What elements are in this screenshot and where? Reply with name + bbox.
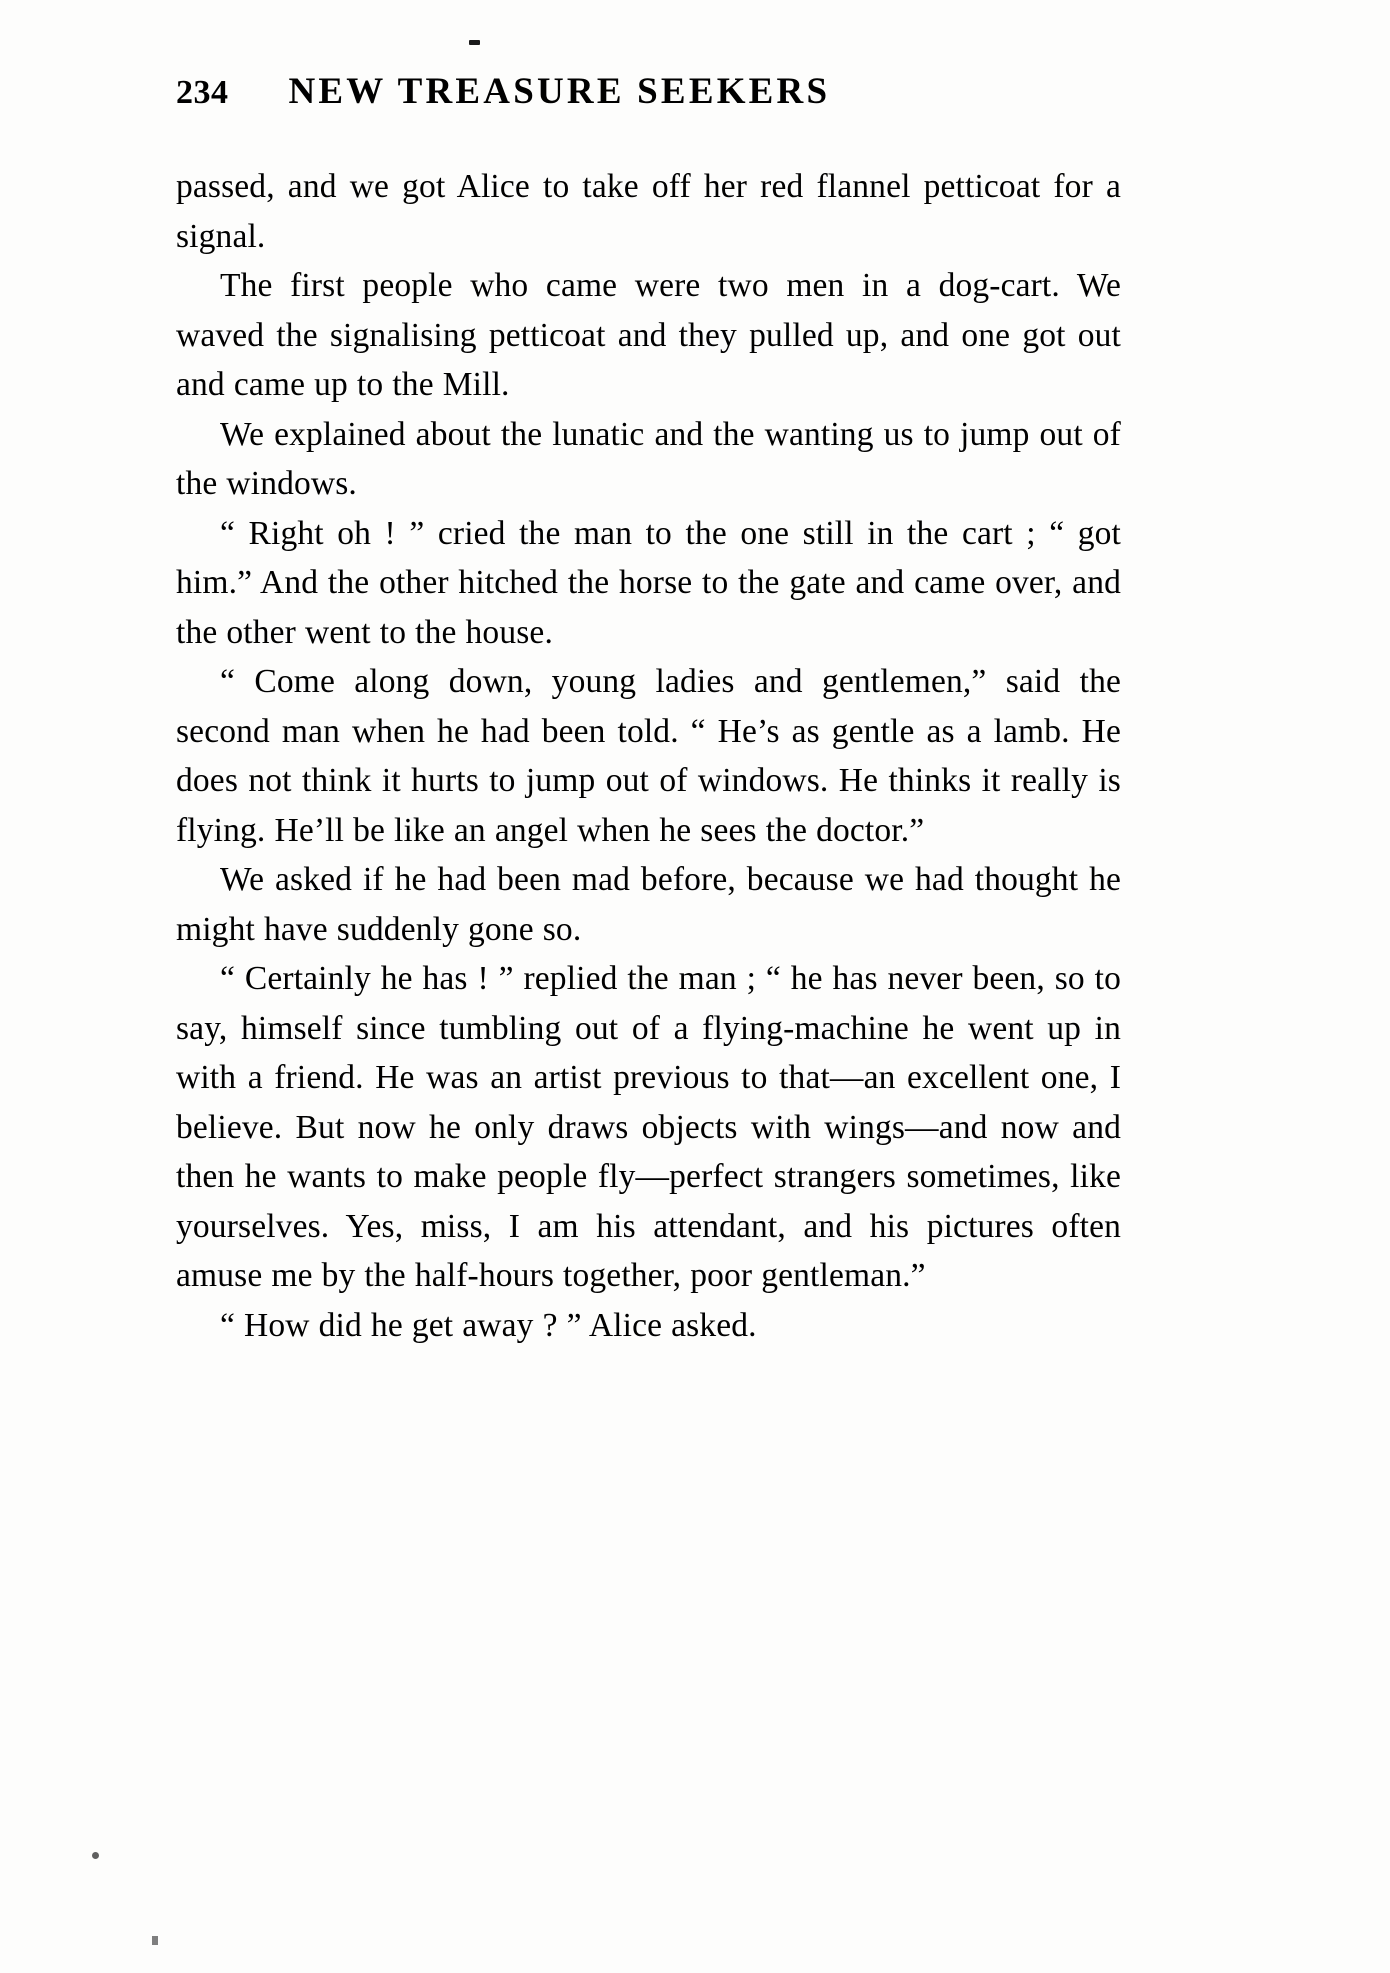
paragraph: We asked if he had been mad before, because we had thought he might have suddenly gone so. — [176, 861, 1121, 948]
running-title: NEW TREASURE SEEKERS — [288, 71, 831, 112]
paragraph: “ Certainly he has ! ” replied the man ; “ he has never been, so to say, himself since tumbling out of a flying-machine he went up in with a friend. He was an artist previous to that—an excellent one, I believe. But now he only draws objects with wings—and now and then he wants to make people fly—perfect strangers sometimes, like yourselves. Yes, miss, I am his attendant, and his pictures often amuse me by the half-hours together, poor gentleman.” — [176, 960, 1121, 1294]
page-artifact-speck-left-lower — [92, 1852, 99, 1859]
paragraph: passed, and we got Alice to take off her red flannel petticoat for a signal. — [176, 168, 1121, 255]
paragraph: “ Right oh ! ” cried the man to the one still in the cart ; “ got him.” And the other hitched the horse to the gate and came over, and the other went to the house. — [176, 514, 1121, 651]
page-header — [176, 70, 1216, 113]
page-artifact-speck-bottom — [152, 1936, 158, 1945]
page-artifact-speck-top — [469, 40, 480, 45]
page-body — [176, 162, 1121, 1350]
paragraph: “ How did he get away ? ” Alice asked. — [220, 1306, 757, 1344]
paragraph: We explained about the lunatic and the wanting us to jump out of the windows. — [176, 415, 1121, 502]
paragraph: “ Come along down, young ladies and gentlemen,” said the second man when he had been told. “ He’s as gentle as a lamb. He does not think it hurts to jump out of windows. He thinks it really is flying. He’ll be like an angel when he sees the doctor.” — [176, 663, 1121, 849]
paragraph: The first people who came were two men in a dog-cart. We waved the signalising petticoat and they pulled up, and one got out and came up to the Mill. — [176, 267, 1121, 403]
page-number: 234 — [176, 74, 229, 111]
